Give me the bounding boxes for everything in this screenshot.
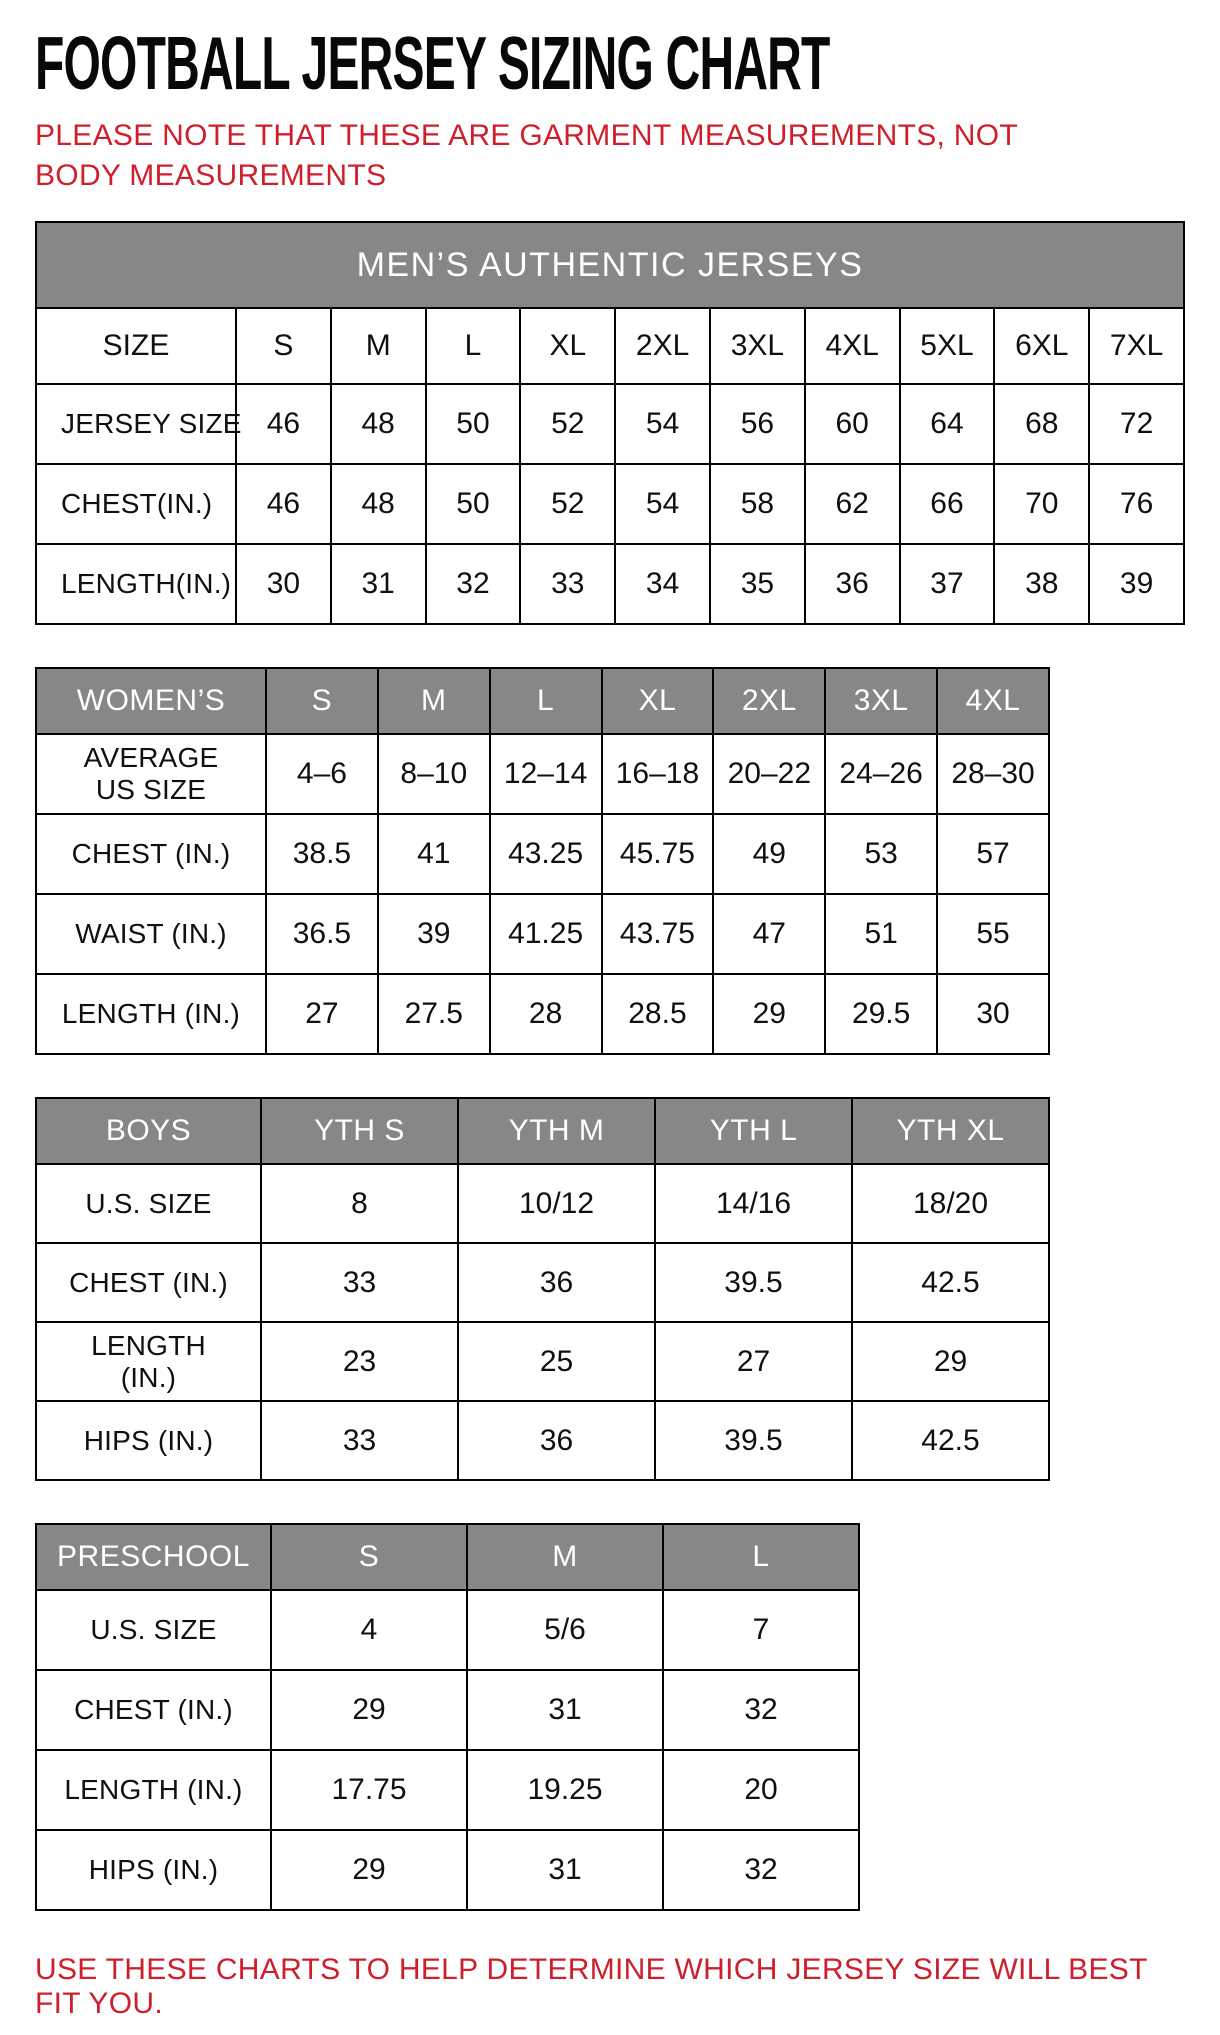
column-header: XL xyxy=(602,668,714,734)
column-header: M xyxy=(378,668,490,734)
table-cell: 27 xyxy=(266,974,378,1054)
table-cell: 33 xyxy=(261,1401,458,1480)
table-cell: 64 xyxy=(900,384,995,464)
table-cell: 37 xyxy=(900,544,995,624)
column-header: YTH XL xyxy=(852,1098,1049,1164)
table-cell: 17.75 xyxy=(271,1750,467,1830)
table-cell: 24–26 xyxy=(825,734,937,814)
table-cell: 19.25 xyxy=(467,1750,663,1830)
table-cell: 58 xyxy=(710,464,805,544)
column-header: WOMEN’S xyxy=(36,668,266,734)
table-cell: 28 xyxy=(490,974,602,1054)
table-row xyxy=(36,1322,1049,1401)
column-header: L xyxy=(663,1524,859,1590)
row-label: LENGTH (IN.) xyxy=(36,1322,261,1401)
table-cell: 52 xyxy=(520,384,615,464)
table-cell: 36 xyxy=(458,1401,655,1480)
table-cell: 39.5 xyxy=(655,1243,852,1322)
table-row xyxy=(36,1670,859,1750)
column-header: 2XL xyxy=(615,308,710,384)
table-cell: 30 xyxy=(236,544,331,624)
table-cell: 33 xyxy=(520,544,615,624)
table-row xyxy=(36,894,1049,974)
table-row xyxy=(36,1243,1049,1322)
table-cell: 57 xyxy=(937,814,1049,894)
row-label: CHEST (IN.) xyxy=(36,1670,271,1750)
table-header-row xyxy=(36,1524,859,1590)
womens-sizing-table xyxy=(35,667,1050,1055)
row-label: LENGTH (IN.) xyxy=(36,974,266,1054)
table-cell: 72 xyxy=(1089,384,1184,464)
row-label: U.S. SIZE xyxy=(36,1590,271,1670)
table-cell: 53 xyxy=(825,814,937,894)
table-cell: 29 xyxy=(852,1322,1049,1401)
table-row xyxy=(36,1830,859,1910)
table-cell: 5/6 xyxy=(467,1590,663,1670)
table-cell: 32 xyxy=(663,1670,859,1750)
table-row xyxy=(36,384,1184,464)
column-header: 5XL xyxy=(900,308,995,384)
column-header: 4XL xyxy=(805,308,900,384)
table-cell: 43.25 xyxy=(490,814,602,894)
column-header: M xyxy=(467,1524,663,1590)
table-cell: 46 xyxy=(236,464,331,544)
table-cell: 32 xyxy=(663,1830,859,1910)
table-row xyxy=(36,464,1184,544)
row-label: CHEST (IN.) xyxy=(36,814,266,894)
table-cell: 31 xyxy=(467,1670,663,1750)
table-header-row xyxy=(36,308,1184,384)
column-header: YTH L xyxy=(655,1098,852,1164)
table-cell: 10/12 xyxy=(458,1164,655,1243)
table-cell: 66 xyxy=(900,464,995,544)
table-cell: 41.25 xyxy=(490,894,602,974)
table-cell: 8 xyxy=(261,1164,458,1243)
table-cell: 29 xyxy=(271,1670,467,1750)
column-header: SIZE xyxy=(36,308,236,384)
table-row xyxy=(36,1590,859,1670)
table-cell: 50 xyxy=(426,464,521,544)
table-cell: 20 xyxy=(663,1750,859,1830)
column-header: 2XL xyxy=(713,668,825,734)
table-cell: 28.5 xyxy=(602,974,714,1054)
table-cell: 30 xyxy=(937,974,1049,1054)
preschool-sizing-table xyxy=(35,1523,860,1911)
table-cell: 50 xyxy=(426,384,521,464)
row-label: HIPS (IN.) xyxy=(36,1401,261,1480)
table-cell: 56 xyxy=(710,384,805,464)
table-cell: 45.75 xyxy=(602,814,714,894)
table-cell: 29.5 xyxy=(825,974,937,1054)
table-cell: 27.5 xyxy=(378,974,490,1054)
row-label: HIPS (IN.) xyxy=(36,1830,271,1910)
column-header: 3XL xyxy=(825,668,937,734)
table-row xyxy=(36,814,1049,894)
table-cell: 46 xyxy=(236,384,331,464)
table-row xyxy=(36,1164,1049,1243)
table-cell: 7 xyxy=(663,1590,859,1670)
column-header: PRESCHOOL xyxy=(36,1524,271,1590)
row-label: JERSEY SIZE xyxy=(36,384,236,464)
column-header: M xyxy=(331,308,426,384)
column-header: S xyxy=(266,668,378,734)
column-header: S xyxy=(236,308,331,384)
row-label: WAIST (IN.) xyxy=(36,894,266,974)
table-cell: 23 xyxy=(261,1322,458,1401)
row-label: LENGTH(IN.) xyxy=(36,544,236,624)
table-cell: 62 xyxy=(805,464,900,544)
table-cell: 49 xyxy=(713,814,825,894)
table-cell: 4–6 xyxy=(266,734,378,814)
table-banner-row xyxy=(36,222,1184,308)
column-header: YTH M xyxy=(458,1098,655,1164)
column-header: XL xyxy=(520,308,615,384)
column-header: 7XL xyxy=(1089,308,1184,384)
table-cell: 14/16 xyxy=(655,1164,852,1243)
row-label: LENGTH (IN.) xyxy=(36,1750,271,1830)
table-cell: 12–14 xyxy=(490,734,602,814)
table-cell: 25 xyxy=(458,1322,655,1401)
table-cell: 36.5 xyxy=(266,894,378,974)
column-header: L xyxy=(426,308,521,384)
table-cell: 18/20 xyxy=(852,1164,1049,1243)
table-cell: 43.75 xyxy=(602,894,714,974)
column-header: BOYS xyxy=(36,1098,261,1164)
table-cell: 60 xyxy=(805,384,900,464)
column-header: YTH S xyxy=(261,1098,458,1164)
table-cell: 8–10 xyxy=(378,734,490,814)
table-cell: 35 xyxy=(710,544,805,624)
garment-measurements-note: PLEASE NOTE THAT THESE ARE GARMENT MEASUREMENTS, NOT BODY MEASUREMENTS xyxy=(35,119,1018,192)
row-label: CHEST (IN.) xyxy=(36,1243,261,1322)
table-cell: 31 xyxy=(467,1830,663,1910)
table-cell: 70 xyxy=(994,464,1089,544)
row-label: U.S. SIZE xyxy=(36,1164,261,1243)
table-cell: 68 xyxy=(994,384,1089,464)
footer-note: USE THESE CHARTS TO HELP DETERMINE WHICH JERSEY SIZE WILL BEST FIT YOU. xyxy=(35,1953,1148,2021)
table-cell: 48 xyxy=(331,464,426,544)
table-cell: 55 xyxy=(937,894,1049,974)
table-row xyxy=(36,974,1049,1054)
row-label: AVERAGE US SIZE xyxy=(36,734,266,814)
table-cell: 42.5 xyxy=(852,1401,1049,1480)
table-cell: 28–30 xyxy=(937,734,1049,814)
table-cell: 20–22 xyxy=(713,734,825,814)
table-cell: 39.5 xyxy=(655,1401,852,1480)
boys-sizing-table xyxy=(35,1097,1050,1481)
page-title-text: FOOTBALL JERSEY SIZING CHART xyxy=(35,21,830,105)
table-cell: 36 xyxy=(458,1243,655,1322)
page-title xyxy=(35,20,1185,105)
table-banner: MEN’S AUTHENTIC JERSEYS xyxy=(36,222,1184,308)
table-cell: 36 xyxy=(805,544,900,624)
table-cell: 48 xyxy=(331,384,426,464)
table-cell: 41 xyxy=(378,814,490,894)
table-cell: 39 xyxy=(378,894,490,974)
table-cell: 33 xyxy=(261,1243,458,1322)
table-row xyxy=(36,1750,859,1830)
column-header: L xyxy=(490,668,602,734)
mens-authentic-jerseys-table xyxy=(35,221,1185,625)
column-header: 3XL xyxy=(710,308,805,384)
table-cell: 29 xyxy=(271,1830,467,1910)
table-cell: 38.5 xyxy=(266,814,378,894)
table-row xyxy=(36,544,1184,624)
table-cell: 27 xyxy=(655,1322,852,1401)
table-cell: 39 xyxy=(1089,544,1184,624)
table-cell: 16–18 xyxy=(602,734,714,814)
table-cell: 32 xyxy=(426,544,521,624)
table-cell: 76 xyxy=(1089,464,1184,544)
column-header: S xyxy=(271,1524,467,1590)
table-row xyxy=(36,1401,1049,1480)
table-cell: 54 xyxy=(615,384,710,464)
row-label: CHEST(IN.) xyxy=(36,464,236,544)
table-cell: 29 xyxy=(713,974,825,1054)
column-header: 6XL xyxy=(994,308,1089,384)
table-row xyxy=(36,734,1049,814)
column-header: 4XL xyxy=(937,668,1049,734)
table-header-row xyxy=(36,1098,1049,1164)
table-cell: 42.5 xyxy=(852,1243,1049,1322)
table-cell: 51 xyxy=(825,894,937,974)
table-header-row xyxy=(36,668,1049,734)
table-cell: 34 xyxy=(615,544,710,624)
table-cell: 31 xyxy=(331,544,426,624)
table-cell: 38 xyxy=(994,544,1089,624)
table-cell: 54 xyxy=(615,464,710,544)
table-cell: 52 xyxy=(520,464,615,544)
table-cell: 4 xyxy=(271,1590,467,1670)
table-cell: 47 xyxy=(713,894,825,974)
